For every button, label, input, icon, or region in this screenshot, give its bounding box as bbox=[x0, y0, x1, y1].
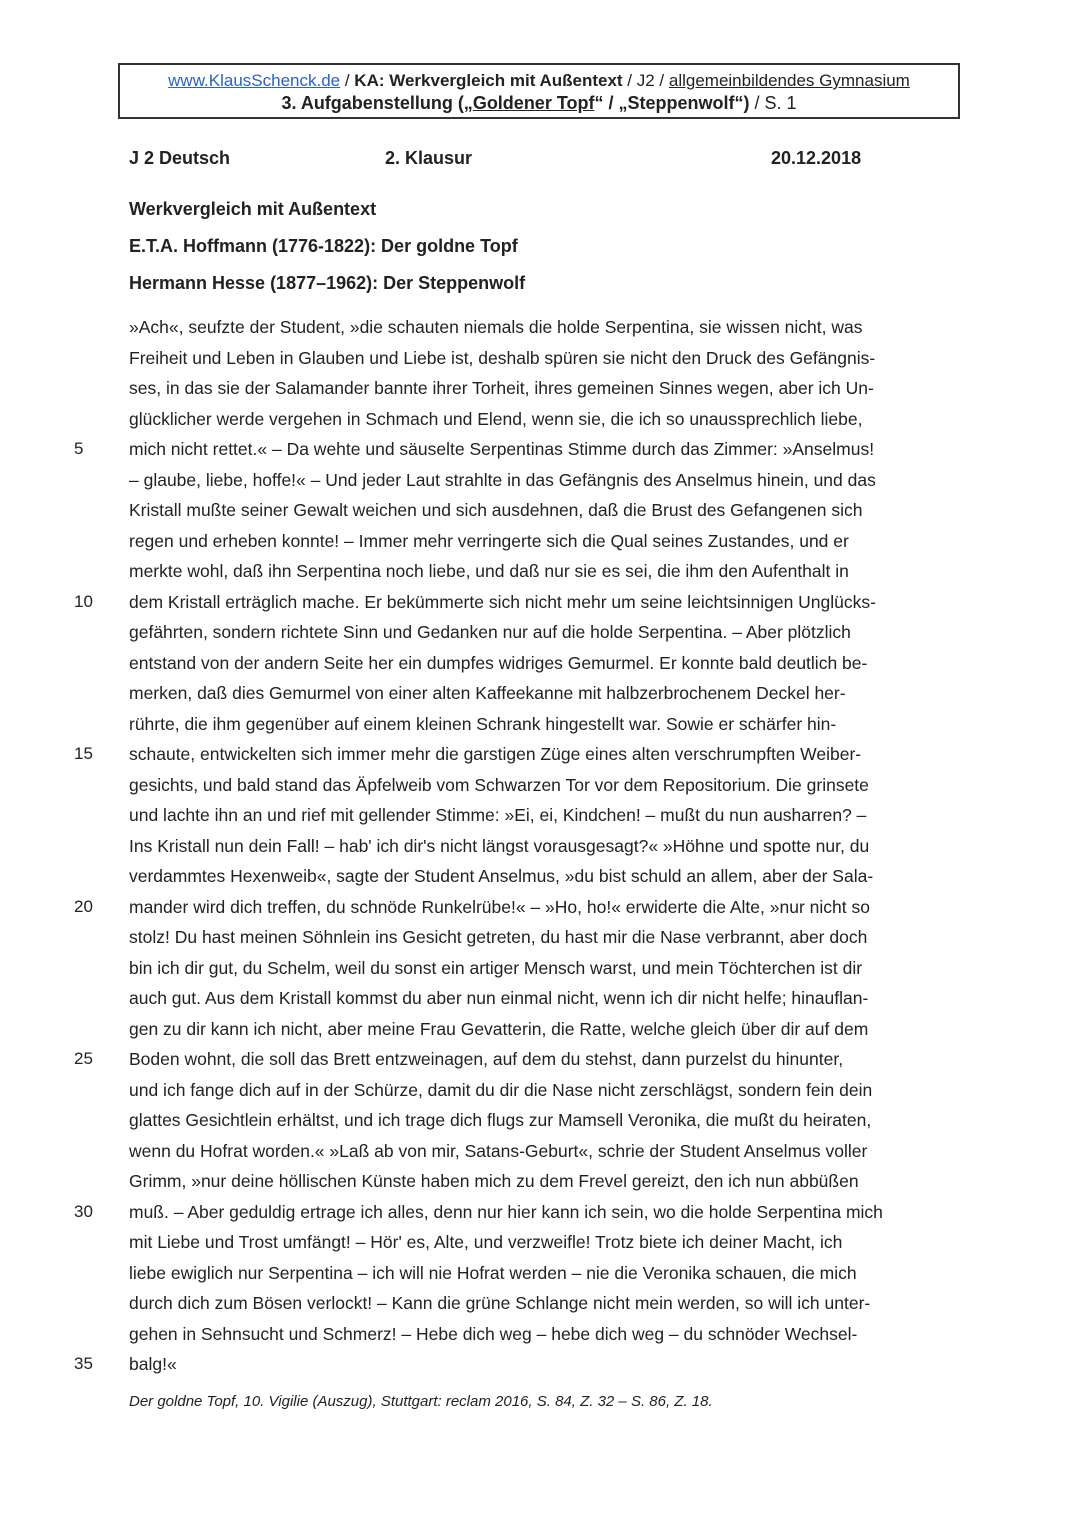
line-number: 5 bbox=[74, 439, 84, 458]
line-number: 35 bbox=[74, 1354, 93, 1373]
section-heading: Werkvergleich mit Außentext bbox=[129, 199, 377, 219]
task-prefix: 3. Aufgabenstellung („ bbox=[281, 93, 473, 113]
line-number: 25 bbox=[74, 1049, 93, 1068]
source-citation: Der goldne Topf, 10. Vigilie (Auszug), Stuttgart: reclam 2016, S. 84, Z. 32 – S. 86, Z. 18. bbox=[129, 1393, 713, 1410]
text-line: entstand von der andern Seite her ein dumpfes widriges Gemurmel. Er konnte bald deutlich be- bbox=[129, 652, 868, 673]
line-number: 10 bbox=[74, 591, 93, 611]
excerpt-text bbox=[129, 312, 959, 1380]
text-line: schaute, entwickelten sich immer mehr die garstigen Züge eines alten verschrumpften Weiber- bbox=[129, 744, 862, 764]
text-line: merken, daß dies Gemurmel von einer alten Kaffeekanne mit halbzerbrochenem Deckel her- bbox=[129, 683, 846, 703]
text-line: stolz! Du hast meinen Söhnlein ins Gesicht getreten, du hast mir die Nase verbrannt, aber doch bbox=[129, 927, 868, 947]
text-line: dem Kristall erträglich mache. Er bekümmerte sich nicht mehr um seine leichtsinnigen Unglücks- bbox=[129, 591, 876, 612]
text-line: glattes Gesichtlein erhältst, und ich trage dich flugs zur Mamsell Veronika, die mußt du heiraten, bbox=[129, 1110, 872, 1130]
text-line: Boden wohnt, die soll das Brett entzweinagen, auf dem du stehst, dann purzelst du hinunter, bbox=[129, 1049, 844, 1069]
text-line: muß. – Aber geduldig ertrage ich alles, denn nur hier kann ich sein, wo die holde Serpentina mich bbox=[129, 1201, 883, 1222]
text-line: wenn du Hofrat worden.« »Laß ab von mir, Satans-Geburt«, schrie der Student Anselmus voller bbox=[129, 1140, 868, 1161]
header-class-level: / J2 / bbox=[622, 71, 669, 90]
work-heading-hoffmann: E.T.A. Hoffmann (1776-1822): Der goldne Topf bbox=[129, 236, 518, 256]
text-line: liebe ewiglich nur Serpentina – ich will nie Hofrat werden – nie die Veronika schauen, die mich bbox=[129, 1262, 857, 1283]
text-line: »Ach«, seufzte der Student, »die schauten niemals die holde Serpentina, sie wissen nicht, was bbox=[129, 317, 863, 337]
line-number: 15 bbox=[74, 744, 93, 763]
text-line: Kristall mußte seiner Gewalt weichen und sich ausdehnen, daß die Brust des Gefangenen sich bbox=[129, 500, 863, 520]
text-line: balg!« bbox=[129, 1354, 177, 1374]
text-line: Grimm, »nur deine höllischen Künste haben mich zu dem Frevel gereizt, den ich nun abbüßen bbox=[129, 1171, 859, 1191]
text-line: glücklicher werde vergehen in Schmach und Elend, wenn sie, die ich so unaussprechlich liebe, bbox=[129, 408, 863, 429]
line-number: 20 bbox=[74, 896, 93, 916]
text-line: und ich fange dich auf in der Schürze, damit du dir die Nase nicht zerschlägst, sondern fein dein bbox=[129, 1079, 873, 1100]
page-header-box bbox=[118, 63, 960, 119]
text-line: Ins Kristall nun dein Fall! – hab' ich dir's nicht längst vorausgesagt?« »Höhne und spotte nur, du bbox=[129, 835, 870, 856]
text-line: – glaube, liebe, hoffe!« – Und jeder Laut strahlte in das Gefängnis des Anselmus hinein, und das bbox=[129, 469, 876, 490]
exam-type-label: KA: Werkvergleich mit Außentext bbox=[354, 71, 623, 90]
header-separator: / bbox=[340, 71, 355, 90]
work-heading-hesse: Hermann Hesse (1877–1962): Der Steppenwolf bbox=[129, 273, 526, 293]
header-line-1 bbox=[120, 71, 958, 91]
text-line: durch dich zum Bösen verlockt! – Kann die grüne Schlange nicht mein werden, so will ich unter- bbox=[129, 1293, 871, 1313]
header-line-2 bbox=[120, 92, 958, 114]
text-line: bin ich dir gut, du Schelm, weil du sonst ein artiger Mensch warst, und mein Töchterchen ist dir bbox=[129, 957, 863, 978]
text-line: gefährten, sondern richtete Sinn und Gedanken nur auf die holde Serpentina. – Aber plötzlich bbox=[129, 622, 851, 642]
text-line: mit Liebe und Trost umfängt! – Hör' es, Alte, und verzweifle! Trotz biete ich deiner Macht, ich bbox=[129, 1232, 843, 1252]
exam-label: 2. Klausur bbox=[385, 148, 473, 168]
school-type: allgemeinbildendes Gymnasium bbox=[668, 71, 910, 90]
work-title-1: Goldener Topf bbox=[472, 93, 595, 113]
text-line: gesichts, und bald stand das Äpfelweib vom Schwarzen Tor vor dem Repositorium. Die grinsete bbox=[129, 774, 869, 795]
exam-date: 20.12.2018 bbox=[771, 148, 862, 168]
work-title-2: “ / „Steppenwolf“) bbox=[594, 93, 750, 113]
text-line: merkte wohl, daß ihn Serpentina noch liebe, und daß nur sie es sei, die ihm den Aufenthalt in bbox=[129, 561, 849, 581]
text-line: mander wird dich treffen, du schnöde Runkelrübe!« – »Ho, ho!« erwiderte die Alte, »nur nicht so bbox=[129, 896, 870, 917]
site-link[interactable]: www.KlausSchenck.de bbox=[168, 71, 341, 90]
text-line: Freiheit und Leben in Glauben und Liebe ist, deshalb spüren sie nicht den Druck des Gefängnis- bbox=[129, 347, 876, 368]
text-line: gehen in Sehnsucht und Schmerz! – Hebe dich weg – hebe dich weg – du schnöder Wechsel- bbox=[129, 1323, 858, 1344]
course-label: J 2 Deutsch bbox=[129, 148, 231, 168]
text-line: gen zu dir kann ich nicht, aber meine Frau Gevatterin, die Ratte, welche gleich über dir auf dem bbox=[129, 1018, 869, 1039]
page-number: / S. 1 bbox=[749, 93, 797, 113]
text-line: mich nicht rettet.« – Da wehte und säuselte Serpentinas Stimme durch das Zimmer: »Anselmus! bbox=[129, 439, 875, 459]
text-line: und lachte ihn an und rief mit gellender Stimme: »Ei, ei, Kindchen! – mußt du nun ausharren? – bbox=[129, 805, 867, 825]
line-number: 30 bbox=[74, 1201, 93, 1221]
text-line: ses, in das sie der Salamander bannte ihrer Torheit, ihres gemeinen Sinnes wegen, aber ich Un- bbox=[129, 378, 874, 398]
text-line: auch gut. Aus dem Kristall kommst du aber nun einmal nicht, wenn ich dir nicht helfe; hinauflan- bbox=[129, 988, 869, 1008]
text-line: regen und erheben konnte! – Immer mehr verringerte sich die Qual seines Zustandes, und er bbox=[129, 530, 849, 551]
line-number-column bbox=[60, 312, 110, 1380]
text-line: verdammtes Hexenweib«, sagte der Student Anselmus, »du bist schuld an allem, aber der Sala- bbox=[129, 866, 874, 886]
text-line: rührte, die ihm gegenüber auf einem kleinen Schrank hingestellt war. Sowie er schärfer hin- bbox=[129, 713, 837, 734]
